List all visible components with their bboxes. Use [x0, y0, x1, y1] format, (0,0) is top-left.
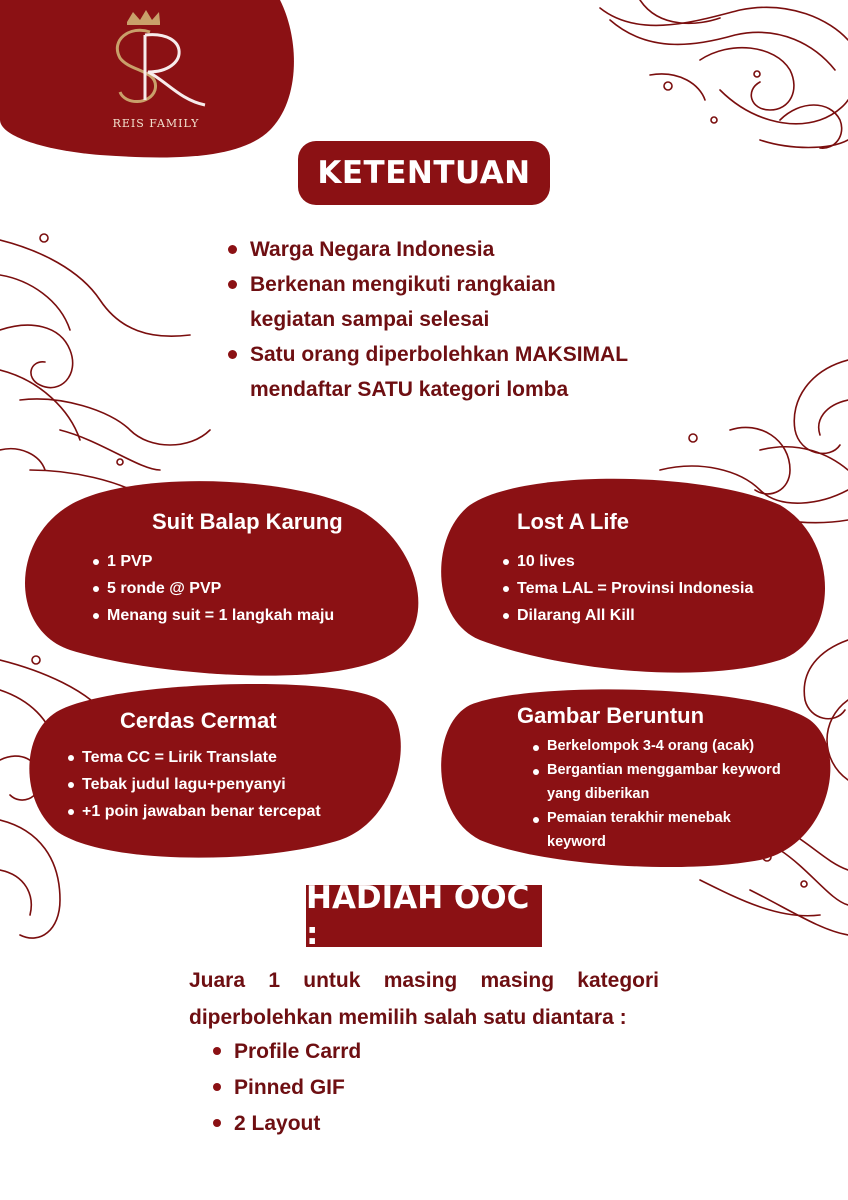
prize-list — [209, 1034, 361, 1142]
category-item: 10 lives — [500, 548, 753, 575]
prize-item: Pinned GIF — [209, 1070, 361, 1106]
category-list-cerdas-cermat — [65, 744, 321, 825]
prize-item: Profile Carrd — [209, 1034, 361, 1070]
category-item: 5 ronde @ PVP — [90, 575, 334, 602]
category-title-lost-a-life: Lost A Life — [517, 509, 630, 534]
category-item: Bergantian menggambar keyword yang diberikan — [530, 758, 815, 806]
rule-item: Warga Negara Indonesia — [224, 232, 724, 267]
category-item: Pemaian terakhir menebak keyword — [530, 806, 767, 854]
rule-item: Berkenan mengikuti rangkaian kegiatan sampai selesai — [224, 267, 590, 337]
category-item: +1 poin jawaban benar tercepat — [65, 798, 321, 825]
category-title-gambar-beruntun: Gambar Beruntun — [517, 703, 705, 728]
category-list-gambar-beruntun — [530, 734, 815, 854]
prize-title: HADIAH OOC : — [306, 885, 542, 947]
prize-intro: Juara 1 untuk masing masing kategori diperbolehkan memilih salah satu diantara : — [189, 969, 659, 1029]
category-title-suit-balap-karung: Suit Balap Karung — [152, 509, 343, 534]
category-list-suit-balap-karung — [90, 548, 334, 629]
category-item: Dilarang All Kill — [500, 602, 753, 629]
category-item: Tebak judul lagu+penyanyi — [65, 771, 321, 798]
category-item: Tema LAL = Provinsi Indonesia — [500, 575, 753, 602]
category-item: Menang suit = 1 langkah maju — [90, 602, 334, 629]
rules-list — [224, 232, 724, 407]
rule-item: Satu orang diperbolehkan MAKSIMAL mendaftar SATU kategori lomba — [224, 337, 670, 407]
category-item: 1 PVP — [90, 548, 334, 575]
rules-title: KETENTUAN — [298, 141, 550, 205]
brand-name: REIS FAMILY — [112, 117, 200, 130]
category-item: Berkelompok 3-4 orang (acak) — [530, 734, 815, 758]
category-list-lost-a-life — [500, 548, 753, 629]
category-title-cerdas-cermat: Cerdas Cermat — [120, 708, 277, 733]
category-item: Tema CC = Lirik Translate — [65, 744, 321, 771]
prize-item: 2 Layout — [209, 1106, 361, 1142]
